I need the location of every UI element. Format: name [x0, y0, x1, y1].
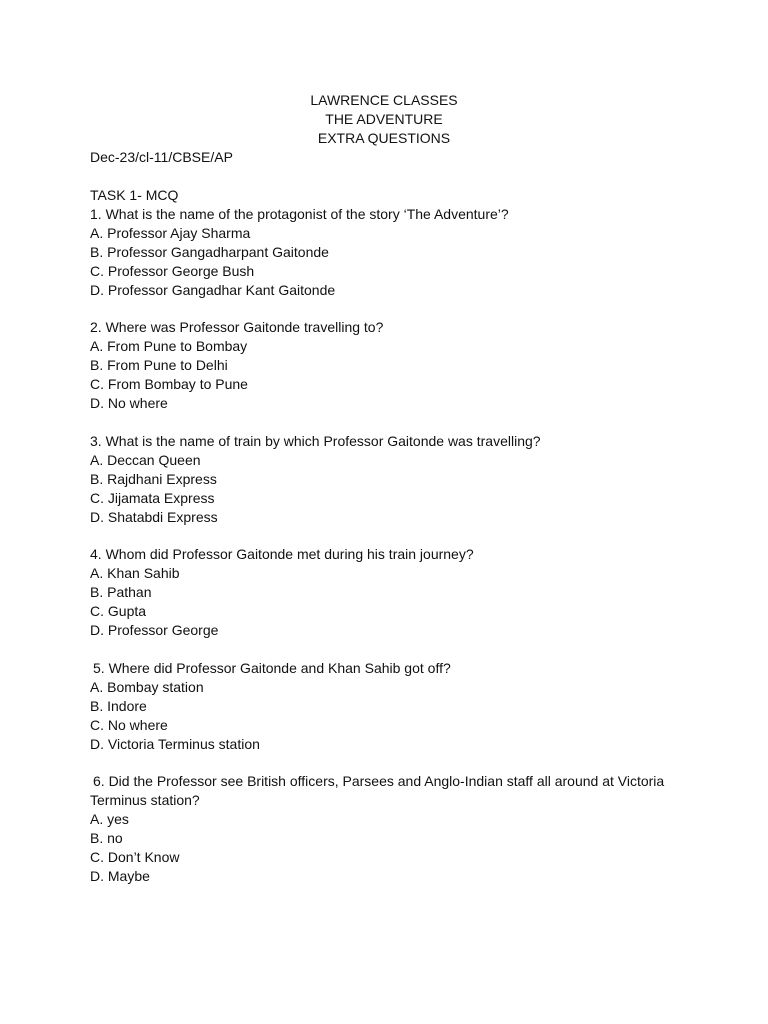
option: B. Rajdhani Express — [90, 470, 217, 487]
question-text: 6. Did the Professor see British officers, Parsees and Anglo-Indian staff all around at Victoria — [93, 773, 665, 789]
spacer — [90, 640, 690, 659]
option: D. Shatabdi Express — [90, 508, 218, 525]
option: C. Don’t Know — [90, 849, 180, 865]
option: B. Professor Gangadharpant Gaitonde — [90, 243, 329, 260]
option: A. Khan Sahib — [90, 565, 180, 581]
question-block-3 — [90, 432, 690, 527]
option: C. Jijamata Express — [90, 489, 215, 506]
spacer — [90, 754, 690, 773]
spacer — [90, 300, 690, 319]
option: B. Pathan — [90, 584, 152, 600]
document-subtitle: EXTRA QUESTIONS — [317, 130, 451, 146]
question-text: 4. Whom did Professor Gaitonde met during his train journey? — [90, 546, 474, 562]
option: B. Indore — [90, 697, 147, 714]
option: D. Professor Gangadhar Kant Gaitonde — [90, 281, 336, 298]
option: A. From Pune to Bombay — [90, 338, 248, 354]
option: C. Professor George Bush — [90, 262, 255, 279]
option: A. Deccan Queen — [90, 451, 201, 468]
question-block-6 — [90, 772, 690, 886]
option: C. No where — [90, 716, 168, 733]
option: D. Maybe — [90, 868, 150, 884]
question-text: 5. Where did Professor Gaitonde and Khan Sahib got off? — [93, 659, 451, 676]
document-meta: Dec-23/cl-11/CBSE/AP — [90, 149, 233, 165]
question-text: 3. What is the name of train by which Professor Gaitonde was travelling? — [90, 432, 541, 449]
spacer — [90, 167, 690, 186]
option: B. no — [90, 830, 123, 846]
option: A. Professor Ajay Sharma — [90, 224, 251, 241]
option: D. No where — [90, 395, 168, 411]
option: B. From Pune to Delhi — [90, 357, 228, 373]
chapter-title: THE ADVENTURE — [325, 111, 443, 127]
spacer — [90, 527, 690, 546]
question-block-2 — [90, 318, 690, 413]
option: C. Gupta — [90, 603, 147, 619]
option: A. Bombay station — [90, 678, 204, 695]
option: A. yes — [90, 811, 129, 827]
task-title: TASK 1- MCQ — [90, 186, 179, 203]
institute-name: LAWRENCE CLASSES — [310, 92, 458, 108]
document-header — [0, 91, 768, 148]
option: C. From Bombay to Pune — [90, 376, 248, 392]
option: D. Victoria Terminus station — [90, 735, 260, 752]
question-text: 1. What is the name of the protagonist of the story ‘The Adventure’? — [90, 205, 509, 222]
question-block-4 — [90, 545, 690, 640]
question-text: 2. Where was Professor Gaitonde travelling to? — [90, 319, 384, 335]
question-block-5 — [90, 659, 690, 754]
question-block-1 — [90, 205, 690, 300]
option: D. Professor George — [90, 622, 219, 638]
question-text-continued: Terminus station? — [90, 792, 200, 808]
document-body — [90, 148, 690, 886]
spacer — [90, 413, 690, 432]
